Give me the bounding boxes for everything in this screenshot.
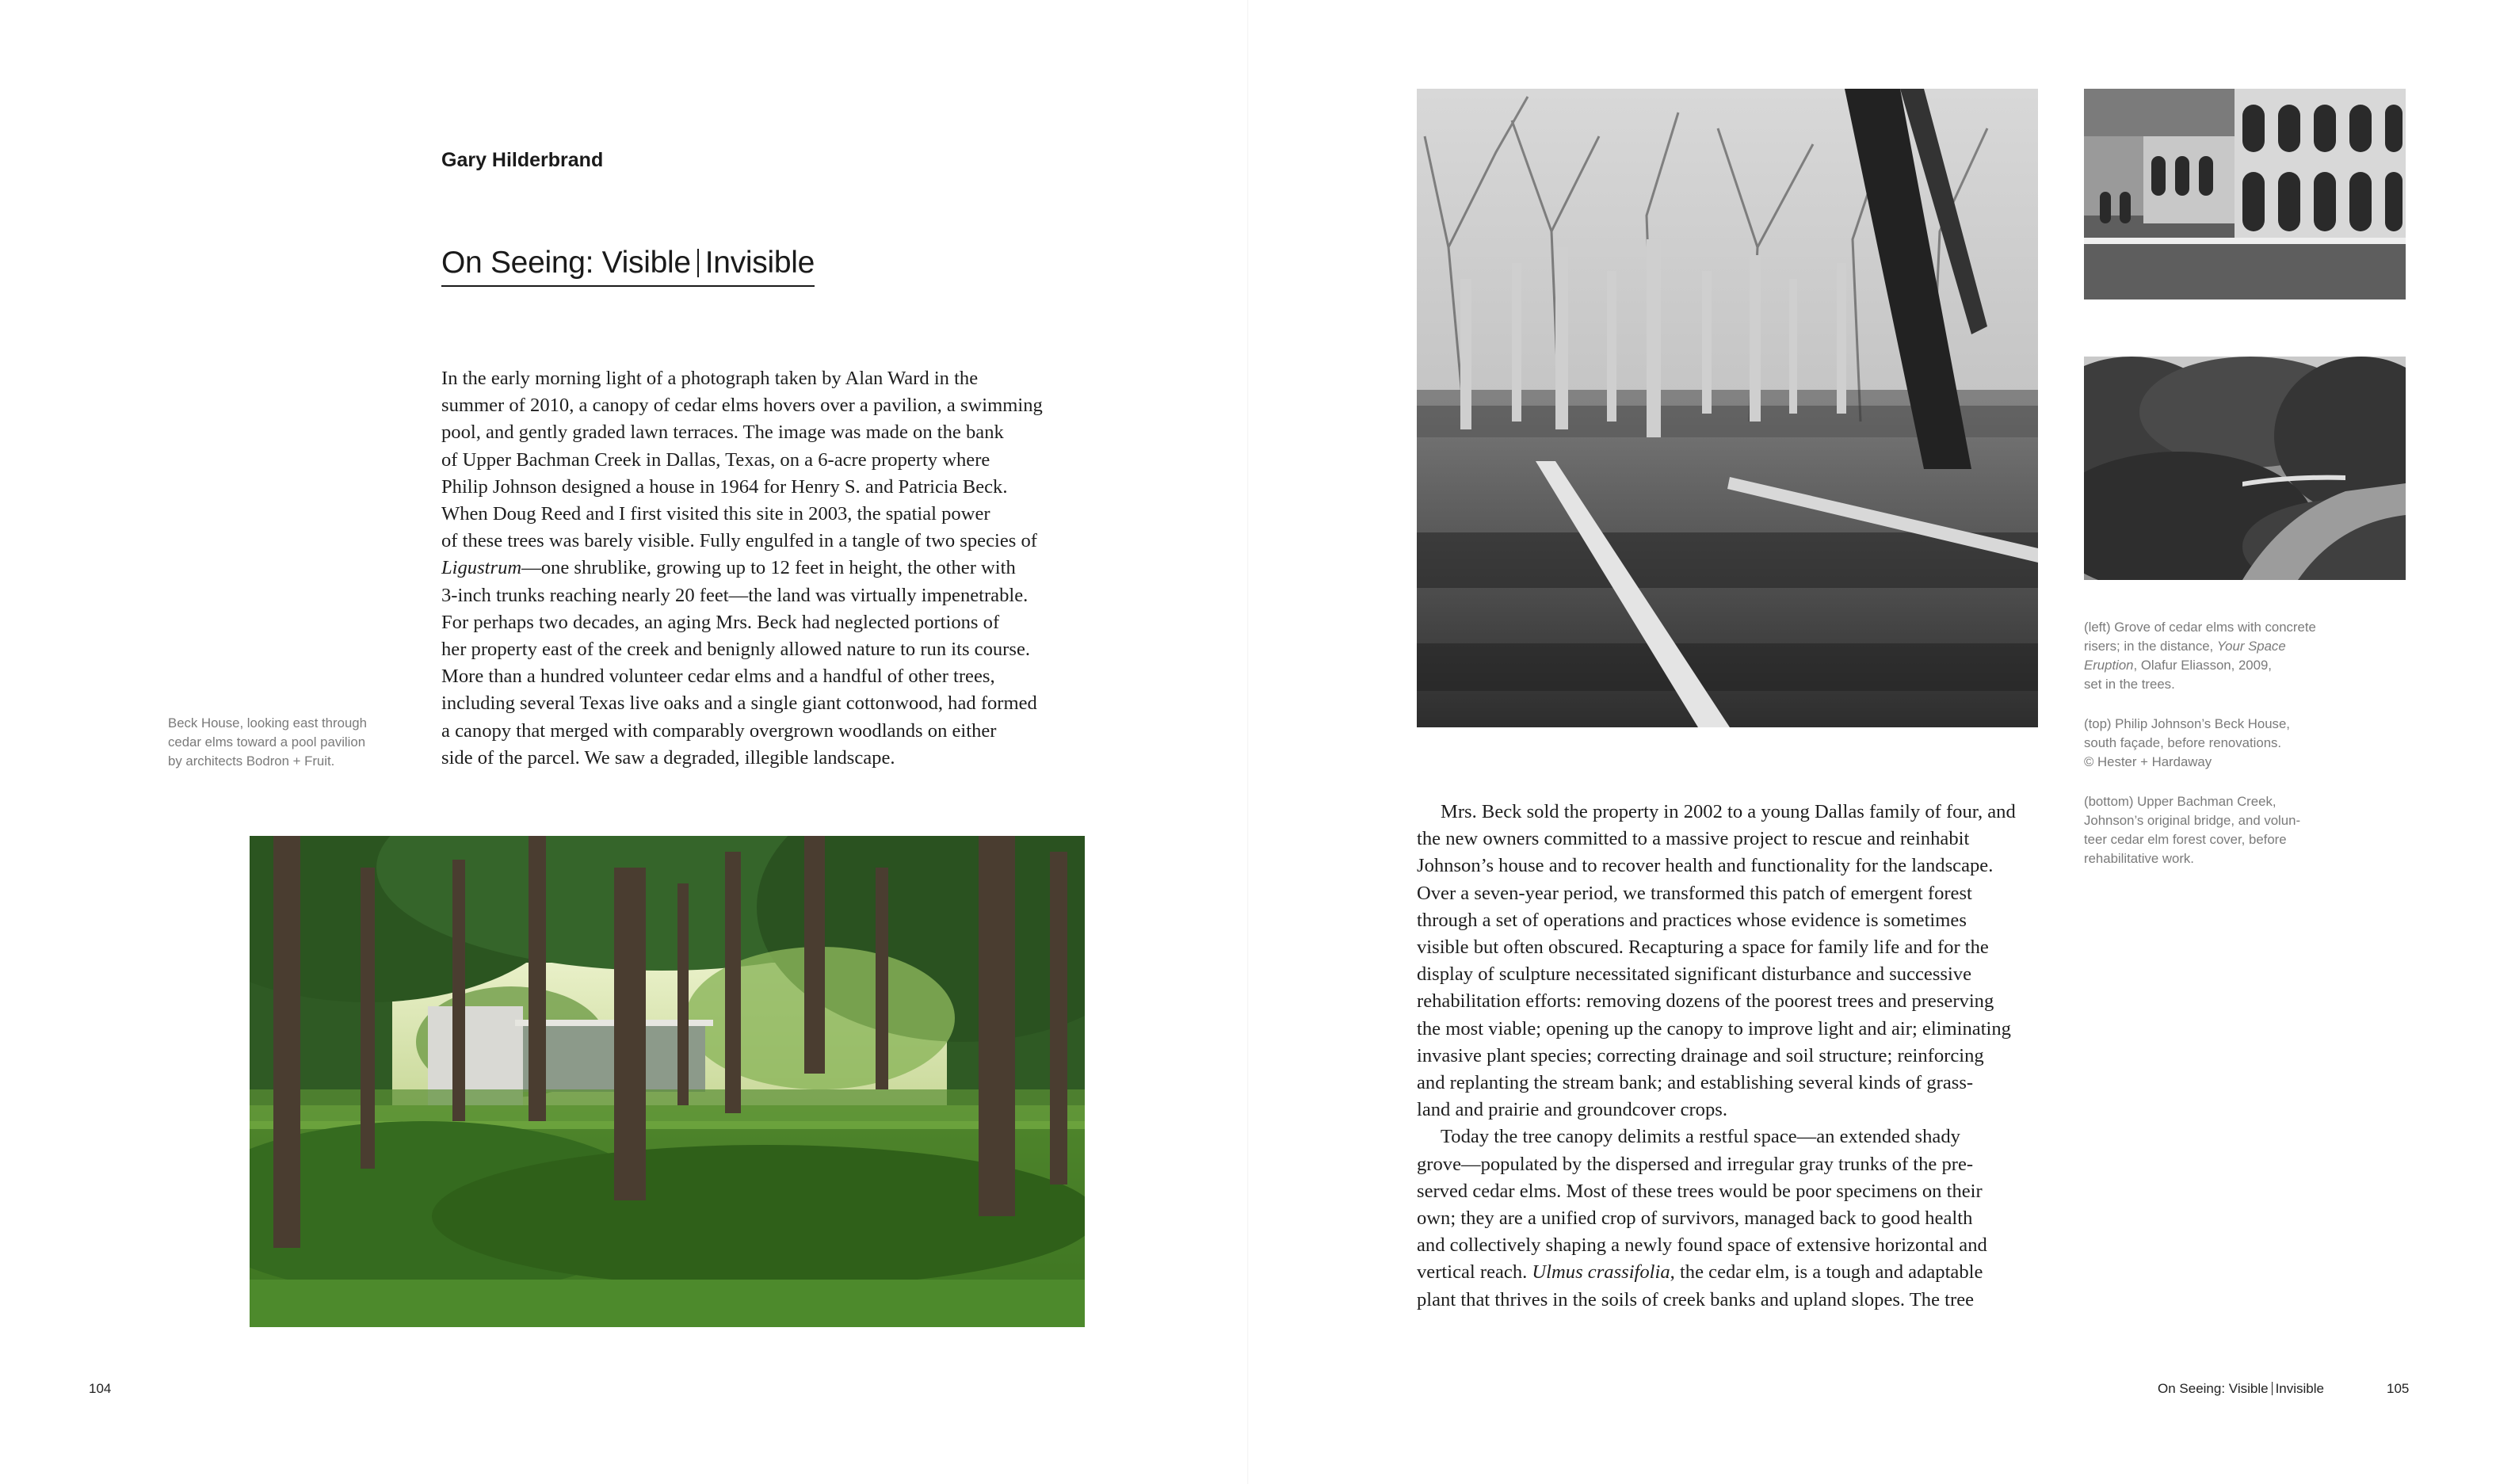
article-title [441,246,815,287]
body-line: Over a seven-year period, we transformed this patch of emergent forest [1417,882,1972,904]
body-line: summer of 2010, a canopy of cedar elms hovers over a pavilion, a swimming [441,395,1043,417]
caption-italic-title: Eruption [2084,658,2134,673]
body-line: For perhaps two decades, an aging Mrs. Beck had neglected portions of [441,611,1000,633]
body-line [441,555,1091,582]
body-line: the most viable; opening up the canopy to improve light and air; eliminating [1417,1017,2011,1040]
author-name: Gary Hilderbrand [441,149,604,171]
body-line: of Upper Bachman Creek in Dallas, Texas, on a 6-acre property where [441,448,990,471]
body-line: display of sculpture necessitated significant disturbance and successive [1417,963,1972,986]
body-line: through a set of operations and practices whose evidence is sometimes [1417,909,1967,931]
body-line-fragment: vertical reach. [1417,1261,1532,1284]
body-line: In the early morning light of a photograph taken by Alan Ward in the [441,368,979,389]
body-line: and replanting the stream bank; and establishing several kinds of grass- [1417,1072,1974,1094]
photo-grove-concrete-risers [1417,89,2038,727]
page-number-right: 105 [2387,1381,2410,1396]
running-head-part-1: On Seeing: Visible [2158,1381,2269,1396]
body-line-fragment: —one shrublike, growing up to 12 feet in height, the other with [521,557,1016,579]
body-line [1417,1259,2067,1286]
body-line: Mrs. Beck sold the property in 2002 to a young Dallas family of four, and [1441,801,2016,822]
caption-beck-house [168,714,367,771]
photo-upper-bachman-creek [2084,357,2406,580]
caption-line: (top) Philip Johnson’s Beck House, [2084,716,2290,731]
caption-line [2084,656,2316,675]
caption-line: south façade, before renovations. [2084,735,2282,750]
italic-term-ligustrum: Ligustrum [441,557,522,579]
body-line: side of the parcel. We saw a degraded, illegible landscape. [441,746,895,769]
italic-term-ulmus: Ulmus crassifolia [1532,1261,1670,1284]
photo-beck-house-grove [250,836,1085,1327]
caption-line: rehabilitative work. [2084,851,2194,866]
caption-line: set in the trees. [2084,677,2175,692]
title-separator [697,249,699,277]
body-line: grove—populated by the dispersed and irregular gray trunks of the pre- [1417,1153,1974,1175]
running-head-part-2: Invisible [2275,1381,2324,1396]
body-line: invasive plant species; correcting drainage and soil structure; reinforcing [1417,1044,1984,1066]
page-gutter [1247,0,1249,1484]
caption-line: by architects Bodron + Fruit. [168,753,335,769]
body-column-left [441,365,1091,772]
body-line: visible but often obscured. Recapturing a space for family life and for the [1417,937,1989,959]
body-line: of these trees was barely visible. Fully engulfed in a tangle of two species of [441,530,1037,552]
caption-italic-title: Your Space [2216,639,2286,654]
caption-line: Johnson’s original bridge, and volun- [2084,813,2301,828]
caption-line: © Hester + Hardaway [2084,754,2212,769]
page-number-left: 104 [89,1381,112,1396]
body-line: pool, and gently graded lawn terraces. The image was made on the bank [441,422,1004,444]
body-line: served cedar elms. Most of these trees would be poor specimens on their [1417,1180,1983,1202]
body-line: Philip Johnson designed a house in 1964 for Henry S. and Patricia Beck. [441,475,1008,498]
body-line: Today the tree canopy delimits a restful space—an extended shady [1441,1126,1960,1148]
caption-line: Beck House, looking east through [168,715,367,731]
body-column-right [1417,799,2067,1314]
running-head-separator [2272,1382,2273,1395]
caption-fragment: risers; in the distance, [2084,639,2217,654]
body-line: rehabilitation efforts: removing dozens of the poorest trees and preserving [1417,990,1994,1013]
caption-line: (bottom) Upper Bachman Creek, [2084,794,2277,809]
body-line: More than a hundred volunteer cedar elms and a handful of other trees, [441,666,995,688]
body-line: land and prairie and groundcover crops. [1417,1099,1727,1121]
body-line: and collectively shaping a newly found space of extensive horizontal and [1417,1234,1987,1257]
body-line: 3-inch trunks reaching nearly 20 feet—the land was virtually impenetrable. [441,584,1029,606]
body-line: When Doug Reed and I first visited this site in 2003, the spatial power [441,503,990,525]
body-line: the new owners committed to a massive project to rescue and reinhabit [1417,828,1970,850]
caption-line: teer cedar elm forest cover, before [2084,832,2287,847]
body-line: including several Texas live oaks and a single giant cottonwood, had formed [441,692,1037,715]
caption-right-photos [2084,618,2316,868]
body-line: a canopy that merged with comparably overgrown woodlands on either [441,719,997,742]
caption-line: (left) Grove of cedar elms with concrete [2084,620,2316,635]
body-line-fragment: , the cedar elm, is a tough and adaptable [1670,1261,1983,1284]
caption-line [2084,637,2316,656]
body-line: Johnson’s house and to recover health and functionality for the landscape. [1417,855,1994,877]
photo-beck-house-facade [2084,89,2406,299]
running-head [2158,1381,2324,1397]
body-line: own; they are a unified crop of survivors, managed back to good health [1417,1207,1973,1230]
article-title-part-2: Invisible [704,246,815,280]
body-line: her property east of the creek and benignly allowed nature to run its course. [441,639,1031,661]
article-title-part-1: On Seeing: Visible [441,246,691,280]
body-line: plant that thrives in the soils of creek banks and upland slopes. The tree [1417,1288,1975,1310]
caption-line: cedar elms toward a pool pavilion [168,734,366,750]
caption-fragment: , Olafur Eliasson, 2009, [2133,658,2272,673]
